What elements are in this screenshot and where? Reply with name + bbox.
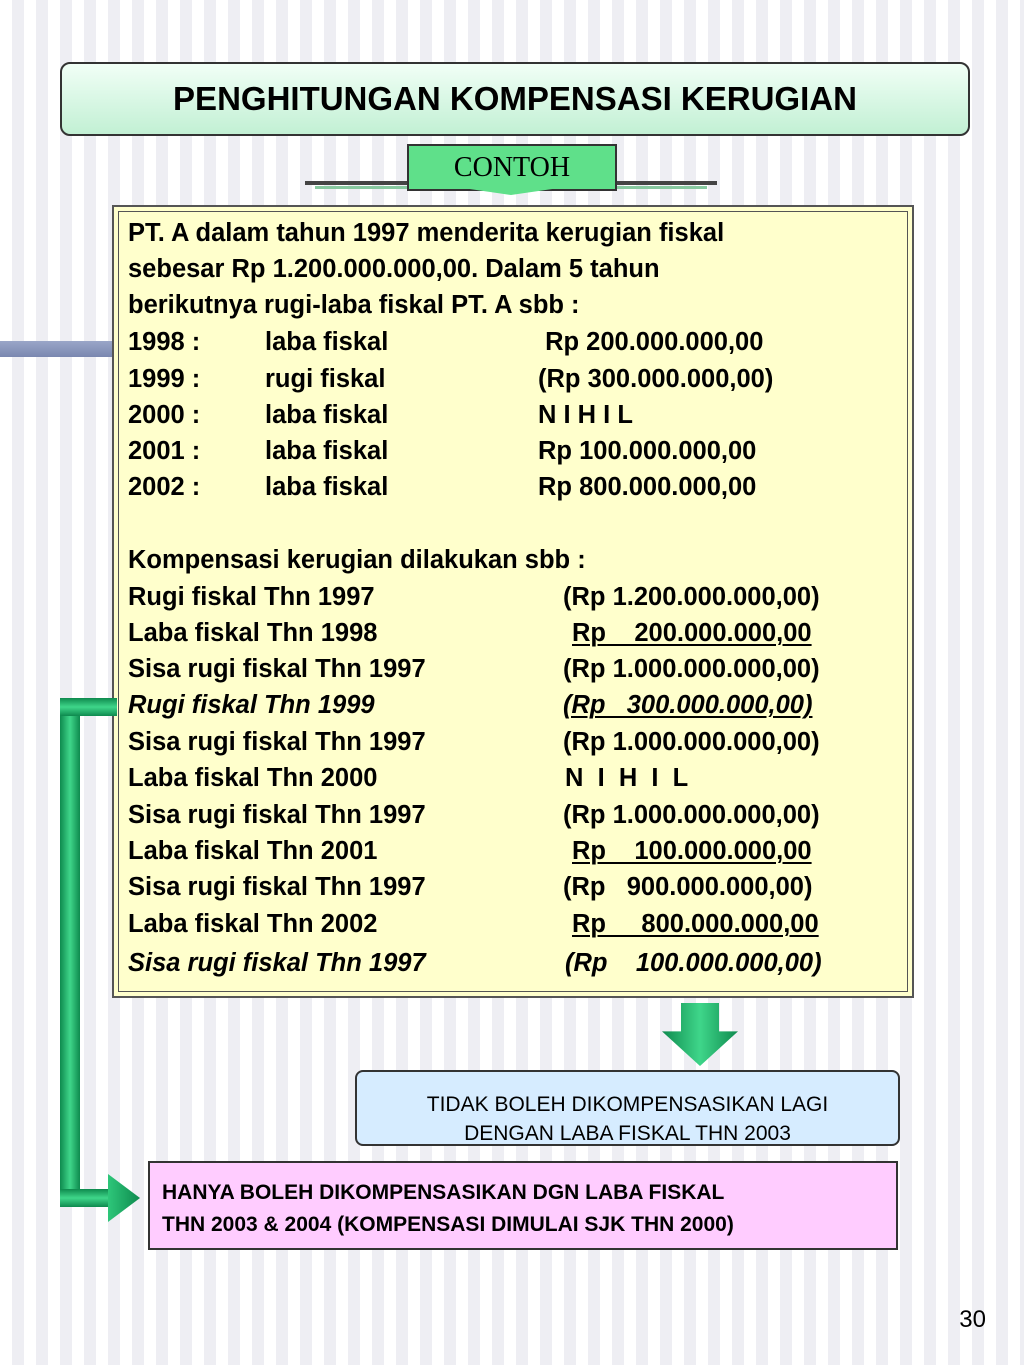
note-compensable-only (148, 1161, 898, 1250)
bracket-connector-bottom (60, 1189, 110, 1207)
year-label: 2001 : (128, 437, 201, 465)
down-arrow-icon (662, 1003, 738, 1066)
comp-label: Sisa rugi fiskal Thn 1997 (128, 873, 426, 901)
comp-label: Laba fiskal Thn 1998 (128, 619, 378, 647)
comp-label: Rugi fiskal Thn 1999 (128, 691, 375, 719)
year-desc: laba fiskal (265, 437, 389, 465)
year-desc: laba fiskal (265, 401, 389, 429)
year-desc: laba fiskal (265, 473, 389, 501)
contoh-label: CONTOH (407, 144, 617, 191)
comp-amount: (Rp 1.000.000.000,00) (563, 801, 820, 829)
comp-amount: (Rp 1.000.000.000,00) (563, 655, 820, 683)
comp-amount: (Rp 300.000.000,00) (563, 691, 813, 719)
comp-amount: (Rp 100.000.000,00) (565, 949, 822, 977)
right-arrow-icon (108, 1174, 140, 1222)
comp-label: Sisa rugi fiskal Thn 1997 (128, 728, 426, 756)
bracket-connector-top (60, 698, 117, 716)
compensation-heading: Kompensasi kerugian dilakukan sbb : (128, 546, 586, 574)
note-pink-line-1: HANYA BOLEH DIKOMPENSASIKAN DGN LABA FISKAL (162, 1181, 725, 1204)
comp-label: Laba fiskal Thn 2001 (128, 837, 378, 865)
comp-label: Sisa rugi fiskal Thn 1997 (128, 949, 426, 977)
intro-line-3: berikutnya rugi-laba fiskal PT. A sbb : (128, 291, 580, 319)
comp-amount: Rp 100.000.000,00 (572, 837, 812, 865)
comp-label: Laba fiskal Thn 2002 (128, 910, 378, 938)
year-amount: Rp 800.000.000,00 (538, 473, 757, 501)
comp-label: Laba fiskal Thn 2000 (128, 764, 378, 792)
year-amount: N I H I L (538, 401, 633, 429)
year-desc: rugi fiskal (265, 365, 386, 393)
comp-label: Sisa rugi fiskal Thn 1997 (128, 655, 426, 683)
year-amount: Rp 200.000.000,00 (538, 328, 764, 356)
intro-line-2: sebesar Rp 1.200.000.000,00. Dalam 5 tahun (128, 255, 660, 283)
year-label: 1999 : (128, 365, 201, 393)
note-blue-line-2: DENGAN LABA FISKAL THN 2003 (464, 1122, 791, 1145)
year-desc: laba fiskal (265, 328, 389, 356)
comp-amount: (Rp 1.200.000.000,00) (563, 583, 820, 611)
comp-amount: Rp 800.000.000,00 (572, 910, 819, 938)
bracket-connector-vertical (60, 702, 80, 1198)
comp-label: Sisa rugi fiskal Thn 1997 (128, 801, 426, 829)
note-pink-line-2: THN 2003 & 2004 (KOMPENSASI DIMULAI SJK THN 2000) (162, 1213, 734, 1236)
slide-title: PENGHITUNGAN KOMPENSASI KERUGIAN (60, 62, 970, 136)
year-amount: (Rp 300.000.000,00) (538, 365, 774, 393)
year-label: 2000 : (128, 401, 201, 429)
note-blue-line-1: TIDAK BOLEH DIKOMPENSASIKAN LAGI (426, 1093, 829, 1116)
page-number: 30 (959, 1306, 986, 1333)
year-label: 1998 : (128, 328, 201, 356)
comp-amount: N I H I L (565, 764, 689, 792)
comp-amount: (Rp 900.000.000,00) (563, 873, 813, 901)
intro-line-1: PT. A dalam tahun 1997 menderita kerugian fiskal (128, 219, 725, 247)
comp-amount: Rp 200.000.000,00 (572, 619, 812, 647)
year-amount: Rp 100.000.000,00 (538, 437, 757, 465)
left-accent-bar (0, 341, 112, 357)
comp-label: Rugi fiskal Thn 1997 (128, 583, 375, 611)
contoh-pointer (456, 187, 566, 195)
note-not-compensable (355, 1070, 900, 1146)
year-label: 2002 : (128, 473, 201, 501)
comp-amount: (Rp 1.000.000.000,00) (563, 728, 820, 756)
